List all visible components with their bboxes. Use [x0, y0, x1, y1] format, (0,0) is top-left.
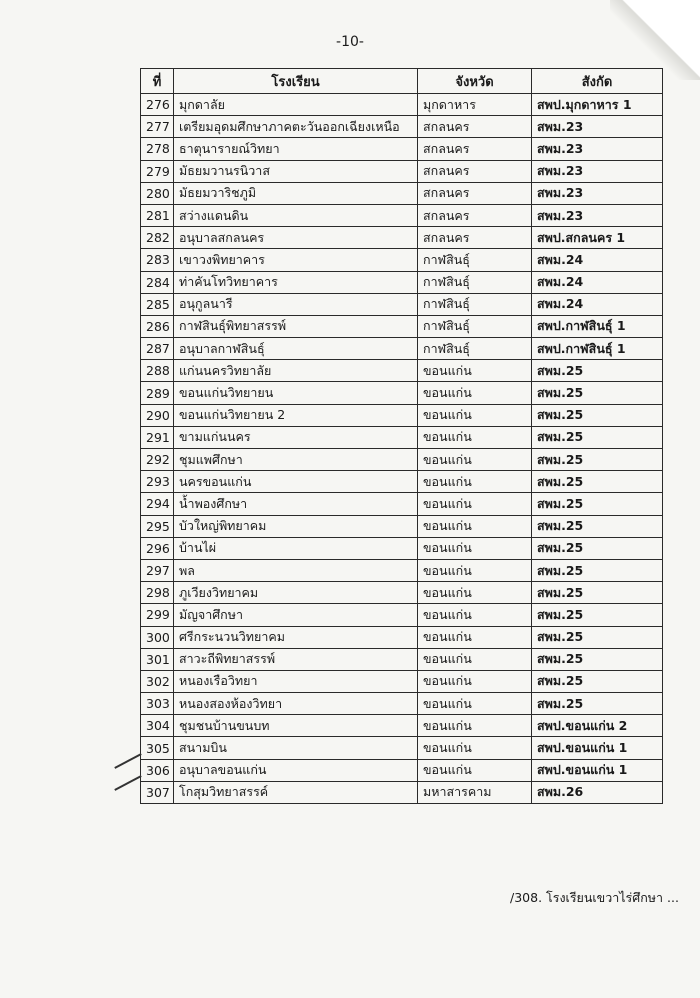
cell-school: ขอนแก่นวิทยายน 2 — [174, 404, 418, 426]
cell-affiliation: สพม.25 — [532, 360, 663, 382]
cell-affiliation: สพม.24 — [532, 271, 663, 293]
cell-province: ขอนแก่น — [418, 382, 532, 404]
cell-province: ขอนแก่น — [418, 449, 532, 471]
hand-tick-mark — [114, 775, 141, 791]
cell-province: กาฬสินธุ์ — [418, 249, 532, 271]
cell-no: 296 — [141, 537, 174, 559]
table-row — [141, 204, 663, 226]
table-row — [141, 471, 663, 493]
cell-affiliation: สพป.สกลนคร 1 — [532, 227, 663, 249]
cell-province: ขอนแก่น — [418, 493, 532, 515]
table-row — [141, 626, 663, 648]
cell-school: ท่าคันโทวิทยาคาร — [174, 271, 418, 293]
cell-affiliation: สพม.23 — [532, 182, 663, 204]
cell-school: หนองสองห้องวิทยา — [174, 693, 418, 715]
table-row — [141, 493, 663, 515]
cell-province: สกลนคร — [418, 138, 532, 160]
cell-affiliation: สพม.26 — [532, 781, 663, 803]
table-row — [141, 604, 663, 626]
cell-affiliation: สพม.23 — [532, 116, 663, 138]
cell-school: โกสุมวิทยาสรรค์ — [174, 781, 418, 803]
cell-no: 285 — [141, 293, 174, 315]
cell-province: ขอนแก่น — [418, 471, 532, 493]
cell-no: 287 — [141, 338, 174, 360]
cell-no: 297 — [141, 559, 174, 581]
table-row — [141, 759, 663, 781]
table-row — [141, 449, 663, 471]
table-row — [141, 315, 663, 337]
cell-school: ภูเวียงวิทยาคม — [174, 582, 418, 604]
table-row — [141, 360, 663, 382]
cell-school: อนุบาลกาฬสินธุ์ — [174, 338, 418, 360]
cell-school: สว่างแดนดิน — [174, 204, 418, 226]
cell-province: ขอนแก่น — [418, 582, 532, 604]
cell-province: กาฬสินธุ์ — [418, 338, 532, 360]
cell-province: สกลนคร — [418, 116, 532, 138]
cell-school: สนามบิน — [174, 737, 418, 759]
cell-school: หนองเรือวิทยา — [174, 670, 418, 692]
cell-province: ขอนแก่น — [418, 404, 532, 426]
cell-province: ขอนแก่น — [418, 693, 532, 715]
cell-affiliation: สพป.ขอนแก่น 1 — [532, 759, 663, 781]
cell-affiliation: สพม.23 — [532, 160, 663, 182]
cell-province: กาฬสินธุ์ — [418, 293, 532, 315]
table-row — [141, 515, 663, 537]
cell-affiliation: สพม.25 — [532, 626, 663, 648]
hand-tick-mark — [114, 753, 141, 769]
table-body — [141, 94, 663, 804]
cell-school: บ้านไผ่ — [174, 537, 418, 559]
table-row — [141, 338, 663, 360]
cell-province: ขอนแก่น — [418, 604, 532, 626]
cell-no: 278 — [141, 138, 174, 160]
cell-no: 294 — [141, 493, 174, 515]
cell-affiliation: สพม.25 — [532, 693, 663, 715]
cell-affiliation: สพม.24 — [532, 293, 663, 315]
cell-school: สาวะถีพิทยาสรรพ์ — [174, 648, 418, 670]
cell-school: เตรียมอุดมศึกษาภาคตะวันออกเฉียงเหนือ — [174, 116, 418, 138]
cell-school: ชุมชนบ้านขนบท — [174, 715, 418, 737]
cell-province: ขอนแก่น — [418, 537, 532, 559]
cell-province: มหาสารคาม — [418, 781, 532, 803]
cell-school: อนุกูลนารี — [174, 293, 418, 315]
table-row — [141, 781, 663, 803]
cell-province: ขอนแก่น — [418, 626, 532, 648]
cell-province: กาฬสินธุ์ — [418, 315, 532, 337]
cell-province: ขอนแก่น — [418, 715, 532, 737]
table-row — [141, 426, 663, 448]
table-row — [141, 715, 663, 737]
cell-affiliation: สพป.กาฬสินธุ์ 1 — [532, 338, 663, 360]
cell-affiliation: สพป.ขอนแก่น 1 — [532, 737, 663, 759]
cell-no: 290 — [141, 404, 174, 426]
table-row — [141, 670, 663, 692]
cell-province: ขอนแก่น — [418, 515, 532, 537]
cell-no: 305 — [141, 737, 174, 759]
cell-school: อนุบาลสกลนคร — [174, 227, 418, 249]
cell-no: 281 — [141, 204, 174, 226]
continuation-note: /308. โรงเรียนเขวาไร่ศึกษา ... — [510, 890, 679, 905]
cell-province: ขอนแก่น — [418, 648, 532, 670]
table-row — [141, 693, 663, 715]
header-no: ที่ — [141, 69, 174, 94]
cell-school: ศรีกระนวนวิทยาคม — [174, 626, 418, 648]
cell-affiliation: สพม.24 — [532, 249, 663, 271]
table-row — [141, 94, 663, 116]
page-number: -10- — [336, 34, 364, 50]
cell-school: มัธยมวานรนิวาส — [174, 160, 418, 182]
cell-no: 276 — [141, 94, 174, 116]
cell-no: 306 — [141, 759, 174, 781]
cell-school: ธาตุนารายณ์วิทยา — [174, 138, 418, 160]
cell-no: 288 — [141, 360, 174, 382]
schools-table — [140, 68, 663, 804]
table-row — [141, 138, 663, 160]
cell-province: ขอนแก่น — [418, 559, 532, 581]
cell-no: 282 — [141, 227, 174, 249]
table-row — [141, 293, 663, 315]
cell-affiliation: สพม.25 — [532, 382, 663, 404]
cell-province: สกลนคร — [418, 227, 532, 249]
cell-affiliation: สพม.25 — [532, 426, 663, 448]
cell-no: 301 — [141, 648, 174, 670]
cell-no: 302 — [141, 670, 174, 692]
cell-no: 293 — [141, 471, 174, 493]
cell-school: อนุบาลขอนแก่น — [174, 759, 418, 781]
table-row — [141, 160, 663, 182]
cell-school: กาฬสินธุ์พิทยาสรรพ์ — [174, 315, 418, 337]
cell-province: สกลนคร — [418, 160, 532, 182]
cell-school: พล — [174, 559, 418, 581]
table-row — [141, 227, 663, 249]
cell-no: 279 — [141, 160, 174, 182]
cell-province: ขอนแก่น — [418, 426, 532, 448]
cell-school: แก่นนครวิทยาลัย — [174, 360, 418, 382]
table-row — [141, 582, 663, 604]
cell-no: 284 — [141, 271, 174, 293]
cell-province: ขอนแก่น — [418, 759, 532, 781]
cell-affiliation: สพม.25 — [532, 515, 663, 537]
cell-affiliation: สพม.23 — [532, 204, 663, 226]
cell-affiliation: สพม.25 — [532, 471, 663, 493]
cell-school: น้ำพองศึกษา — [174, 493, 418, 515]
cell-no: 277 — [141, 116, 174, 138]
cell-school: ขามแก่นนคร — [174, 426, 418, 448]
cell-affiliation: สพม.25 — [532, 493, 663, 515]
cell-affiliation: สพม.25 — [532, 670, 663, 692]
cell-affiliation: สพม.25 — [532, 449, 663, 471]
cell-no: 283 — [141, 249, 174, 271]
table-row — [141, 271, 663, 293]
cell-affiliation: สพม.25 — [532, 559, 663, 581]
cell-school: บัวใหญ่พิทยาคม — [174, 515, 418, 537]
cell-affiliation: สพม.25 — [532, 582, 663, 604]
cell-no: 300 — [141, 626, 174, 648]
cell-no: 307 — [141, 781, 174, 803]
header-school: โรงเรียน — [174, 69, 418, 94]
table-row — [141, 559, 663, 581]
table-row — [141, 116, 663, 138]
cell-affiliation: สพม.25 — [532, 404, 663, 426]
cell-province: กาฬสินธุ์ — [418, 271, 532, 293]
cell-no: 291 — [141, 426, 174, 448]
cell-school: มัญจาศึกษา — [174, 604, 418, 626]
cell-affiliation: สพป.กาฬสินธุ์ 1 — [532, 315, 663, 337]
cell-school: ชุมแพศึกษา — [174, 449, 418, 471]
cell-no: 299 — [141, 604, 174, 626]
cell-affiliation: สพม.25 — [532, 537, 663, 559]
cell-province: ขอนแก่น — [418, 737, 532, 759]
cell-affiliation: สพป.มุกดาหาร 1 — [532, 94, 663, 116]
cell-province: สกลนคร — [418, 204, 532, 226]
cell-province: สกลนคร — [418, 182, 532, 204]
cell-school: เขาวงพิทยาคาร — [174, 249, 418, 271]
cell-no: 303 — [141, 693, 174, 715]
cell-affiliation: สพม.23 — [532, 138, 663, 160]
cell-no: 280 — [141, 182, 174, 204]
cell-province: มุกดาหาร — [418, 94, 532, 116]
header-affiliation: สังกัด — [532, 69, 663, 94]
cell-no: 304 — [141, 715, 174, 737]
table-row — [141, 249, 663, 271]
cell-no: 286 — [141, 315, 174, 337]
cell-no: 298 — [141, 582, 174, 604]
table-row — [141, 182, 663, 204]
cell-province: ขอนแก่น — [418, 670, 532, 692]
table-row — [141, 404, 663, 426]
table-header-row — [141, 69, 663, 94]
table-row — [141, 382, 663, 404]
cell-no: 295 — [141, 515, 174, 537]
cell-no: 292 — [141, 449, 174, 471]
cell-affiliation: สพม.25 — [532, 604, 663, 626]
cell-affiliation: สพม.25 — [532, 648, 663, 670]
cell-no: 289 — [141, 382, 174, 404]
cell-school: มัธยมวาริชภูมิ — [174, 182, 418, 204]
table-row — [141, 737, 663, 759]
cell-province: ขอนแก่น — [418, 360, 532, 382]
cell-school: ขอนแก่นวิทยายน — [174, 382, 418, 404]
table-row — [141, 537, 663, 559]
cell-affiliation: สพป.ขอนแก่น 2 — [532, 715, 663, 737]
cell-school: นครขอนแก่น — [174, 471, 418, 493]
cell-school: มุกดาลัย — [174, 94, 418, 116]
table-row — [141, 648, 663, 670]
header-province: จังหวัด — [418, 69, 532, 94]
